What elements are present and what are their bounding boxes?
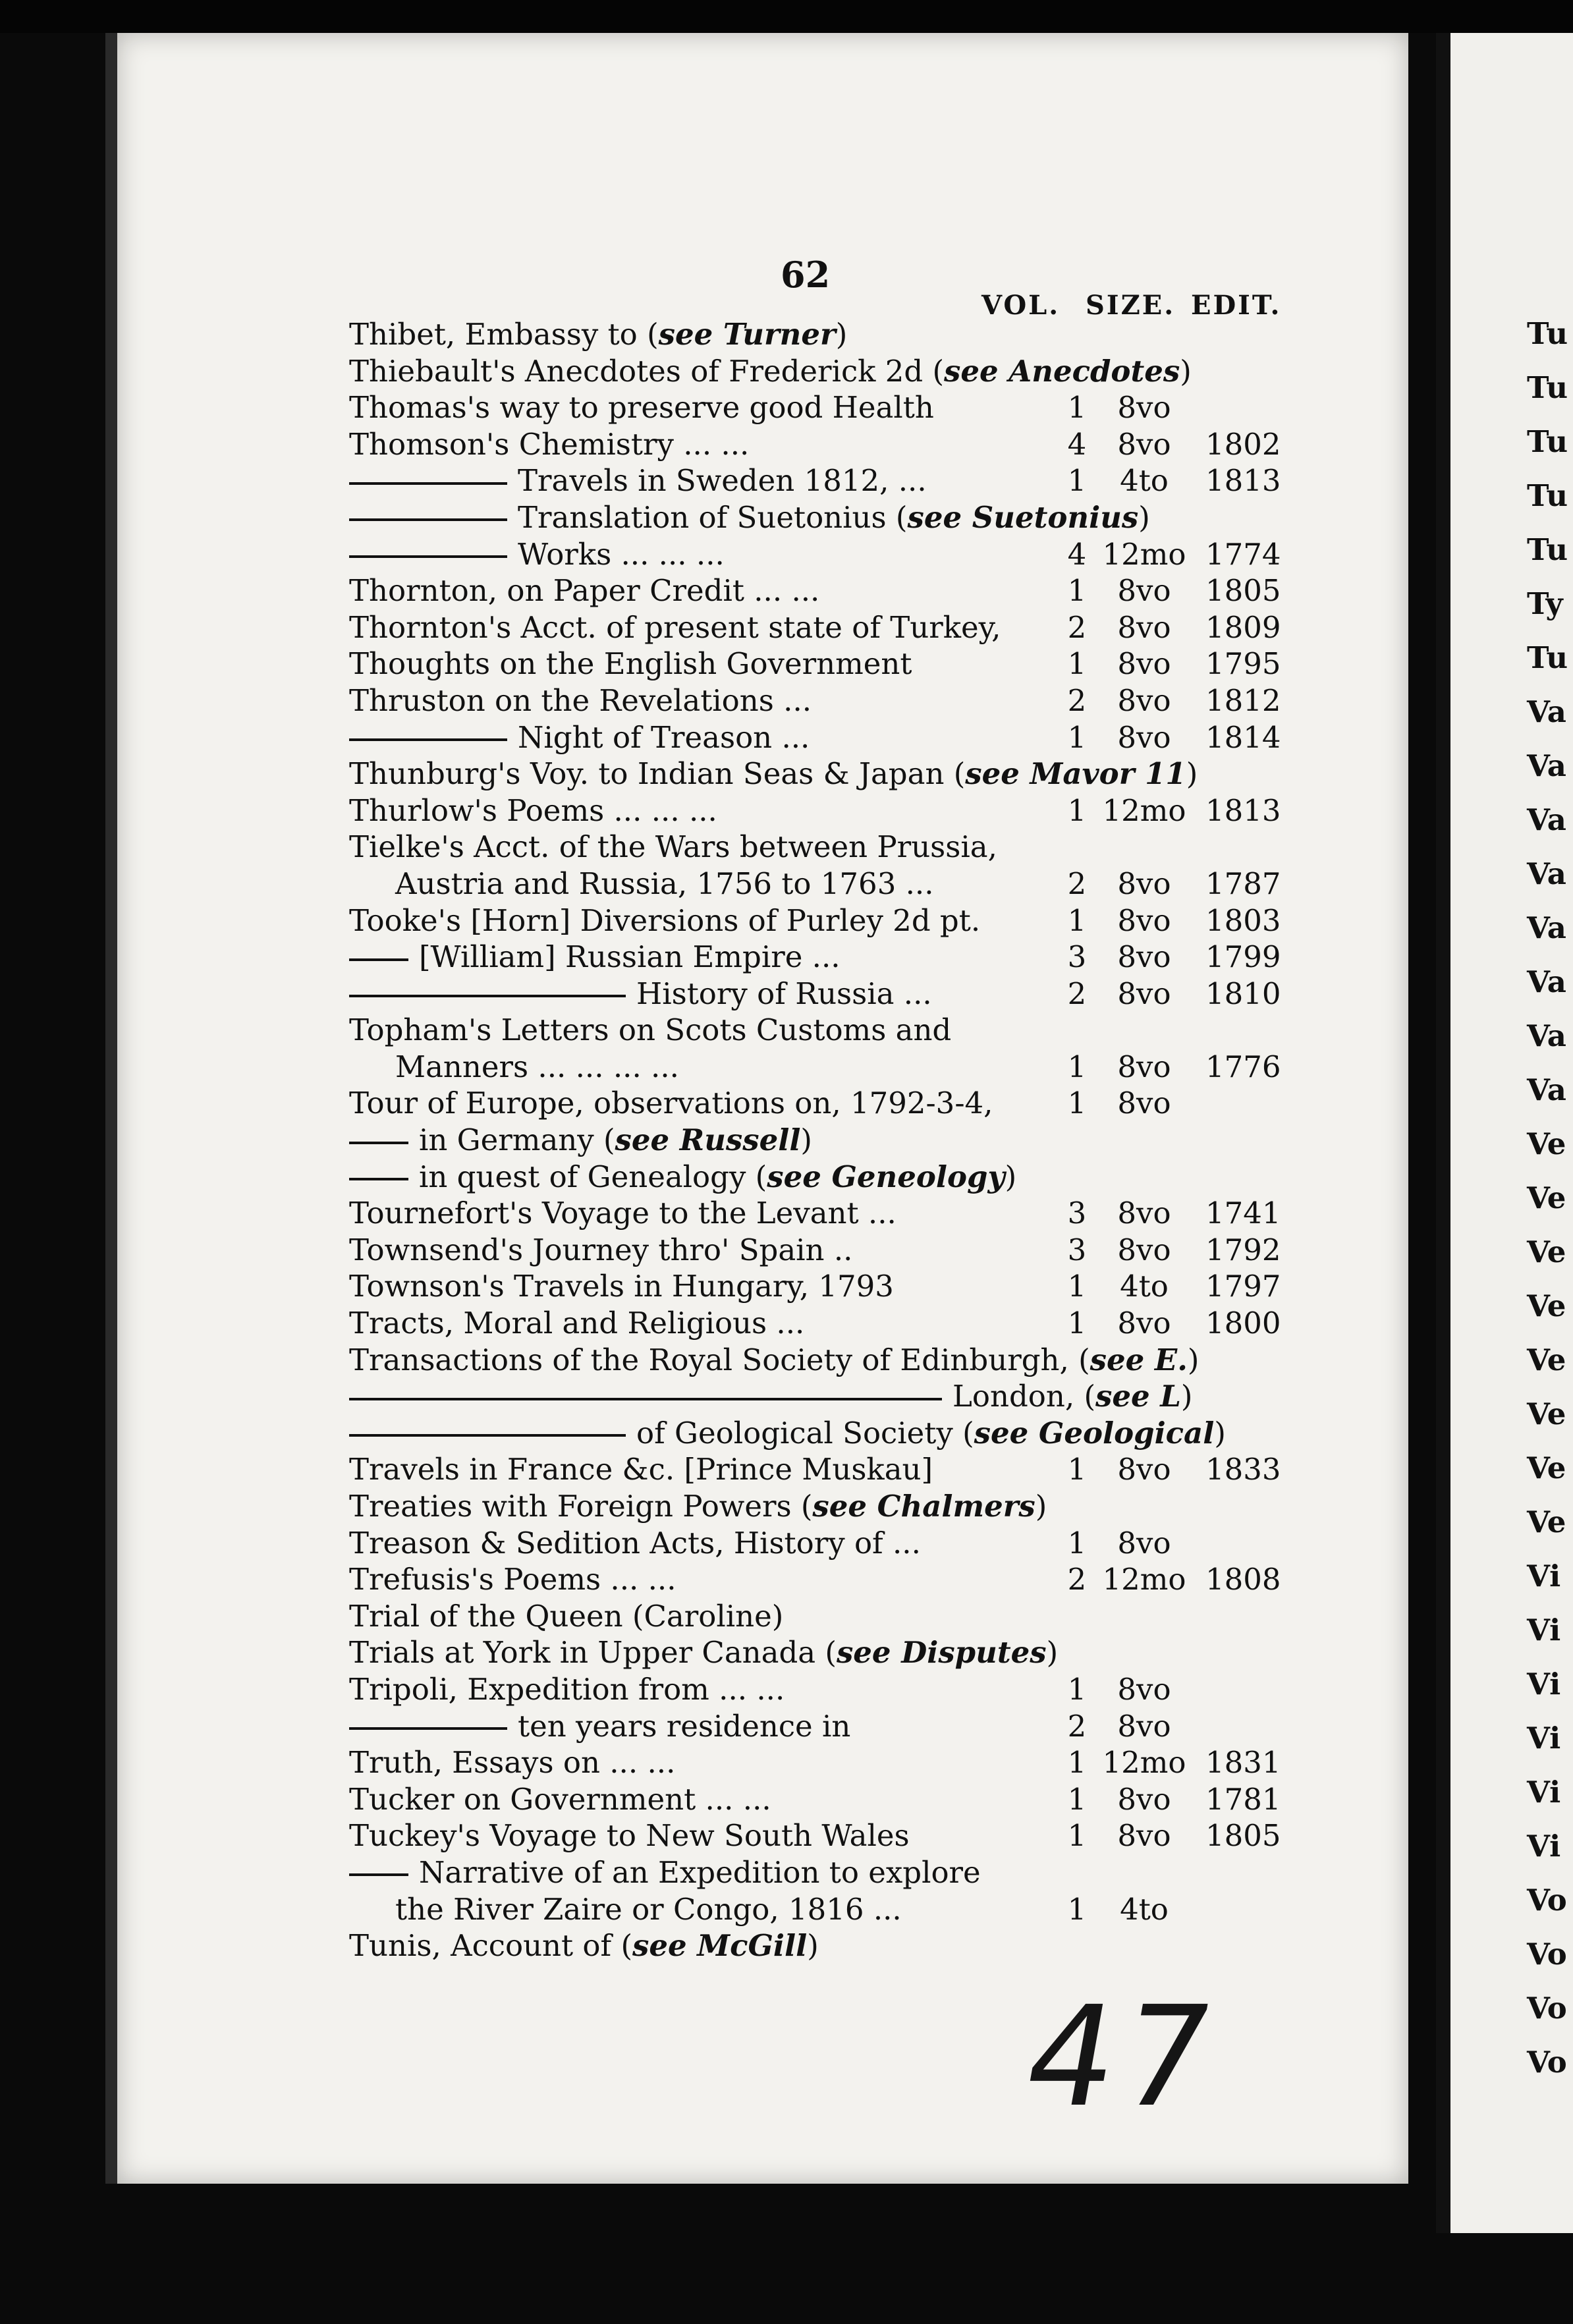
entry-edition: 1814 bbox=[1205, 719, 1281, 755]
catalogue-entry bbox=[349, 1671, 1331, 1708]
facing-page-fragment: Ve bbox=[1527, 1180, 1566, 1215]
catalogue-entry bbox=[349, 1159, 1331, 1196]
facing-page-fragment: Ve bbox=[1527, 1451, 1566, 1485]
facing-page-fragment: Tu bbox=[1527, 532, 1568, 567]
entry-title-text: [William] Russian Empire ... bbox=[419, 939, 841, 975]
facing-page-fragment: Va bbox=[1527, 964, 1566, 999]
entry-title bbox=[349, 1195, 897, 1232]
entry-size: 8vo bbox=[1117, 573, 1171, 609]
entry-volumes: 2 bbox=[1067, 866, 1087, 901]
entry-title bbox=[349, 792, 717, 829]
entry-volumes: 3 bbox=[1067, 1196, 1087, 1231]
entry-title bbox=[349, 719, 810, 756]
entry-size: 8vo bbox=[1117, 1086, 1171, 1121]
entry-title bbox=[349, 1671, 785, 1708]
entry-title bbox=[349, 353, 1192, 390]
facing-page-fragment: Tu bbox=[1527, 424, 1568, 459]
facing-page-fragment: Vo bbox=[1527, 2045, 1567, 2080]
entry-title bbox=[349, 1415, 1226, 1452]
ditto-dash bbox=[349, 1178, 408, 1180]
entry-title bbox=[349, 1122, 812, 1159]
facing-page-fragment: Vo bbox=[1527, 1991, 1567, 2026]
ditto-dash bbox=[349, 1873, 408, 1876]
catalogue-entry bbox=[349, 719, 1331, 756]
entry-title bbox=[349, 572, 819, 609]
entry-title bbox=[349, 1598, 783, 1635]
cross-reference: see Anecdotes bbox=[944, 353, 1180, 389]
entry-size: 8vo bbox=[1117, 1049, 1171, 1084]
entry-edition: 1831 bbox=[1205, 1745, 1281, 1781]
facing-page-fragment: Tu bbox=[1527, 478, 1568, 513]
facing-page-fragment: Vi bbox=[1527, 1829, 1561, 1864]
entry-title-text: Townsend's Journey thro' Spain .. bbox=[349, 1232, 853, 1267]
entry-volumes: 2 bbox=[1067, 609, 1087, 645]
entry-title bbox=[349, 1232, 852, 1269]
entry-edition: 1781 bbox=[1205, 1781, 1281, 1817]
entry-title-text: Austria and Russia, 1756 to 1763 ... bbox=[395, 866, 934, 901]
catalogue-entry bbox=[349, 1305, 1331, 1342]
catalogue-entry bbox=[349, 353, 1331, 390]
entry-edition: 1792 bbox=[1205, 1232, 1281, 1267]
facing-page-fragment: Ve bbox=[1527, 1342, 1566, 1377]
entry-size: 12mo bbox=[1102, 1745, 1186, 1781]
catalogue-entry bbox=[349, 756, 1331, 792]
catalogue-entry bbox=[349, 462, 1331, 499]
entry-title-text: History of Russia ... bbox=[636, 976, 932, 1011]
entry-edition: 1741 bbox=[1205, 1196, 1281, 1231]
entry-title-text: Tracts, Moral and Religious ... bbox=[349, 1306, 805, 1341]
ditto-dash bbox=[349, 1434, 626, 1437]
entry-title-text: Thibet, Embassy to (see Turner) bbox=[349, 317, 848, 352]
facing-page-fragment: Tu bbox=[1527, 316, 1568, 351]
catalogue-entry bbox=[349, 1634, 1331, 1671]
entry-volumes: 1 bbox=[1067, 902, 1087, 938]
entry-title bbox=[349, 1744, 675, 1781]
entry-size: 4to bbox=[1120, 1269, 1169, 1304]
entry-title bbox=[349, 389, 934, 426]
entry-title bbox=[349, 609, 1001, 646]
entry-volumes: 1 bbox=[1067, 792, 1087, 828]
entry-volumes: 4 bbox=[1067, 536, 1087, 572]
ditto-dash bbox=[349, 482, 507, 485]
entry-edition: 1813 bbox=[1205, 792, 1281, 828]
entry-title-text: London, (see L) bbox=[952, 1379, 1193, 1414]
entry-title-text: Tucker on Government ... ... bbox=[349, 1781, 771, 1817]
entry-volumes: 1 bbox=[1067, 390, 1087, 426]
entry-title bbox=[349, 1634, 1058, 1671]
entry-edition: 1808 bbox=[1205, 1562, 1281, 1597]
handwritten-annotation: 47 bbox=[1013, 1976, 1231, 2138]
entry-title bbox=[349, 1781, 771, 1818]
entry-size: 8vo bbox=[1117, 609, 1171, 645]
entry-volumes: 1 bbox=[1067, 1671, 1087, 1707]
entry-title bbox=[349, 682, 812, 719]
entry-title-text: Townson's Travels in Hungary, 1793 bbox=[349, 1269, 894, 1304]
facing-page-fragment: Vo bbox=[1527, 1937, 1567, 1972]
facing-page-fragment: Va bbox=[1527, 802, 1566, 837]
entry-edition: 1805 bbox=[1205, 1818, 1281, 1854]
entry-size: 8vo bbox=[1117, 1452, 1171, 1487]
ditto-dash bbox=[349, 738, 507, 741]
entry-title-text: Transactions of the Royal Society of Edinburgh, (see E.) bbox=[349, 1342, 1200, 1377]
catalogue-entry bbox=[349, 1891, 1331, 1928]
entry-title bbox=[349, 536, 725, 573]
entry-title bbox=[349, 1854, 981, 1891]
cross-reference: see Suetonius bbox=[907, 499, 1139, 535]
entry-volumes: 1 bbox=[1067, 1891, 1087, 1927]
facing-page-fragment: Vi bbox=[1527, 1775, 1561, 1810]
catalogue-entry bbox=[349, 1268, 1331, 1305]
catalogue-entry bbox=[349, 499, 1331, 536]
entry-title-text: Thruston on the Revelations ... bbox=[349, 682, 812, 718]
cross-reference: see Turner bbox=[658, 317, 836, 352]
entry-title-text: in quest of Genealogy (see Geneology) bbox=[419, 1159, 1017, 1194]
entry-edition: 1813 bbox=[1205, 463, 1281, 499]
entry-volumes: 2 bbox=[1067, 682, 1087, 718]
entry-title-text: Travels in France &c. [Prince Muskau] bbox=[349, 1452, 933, 1487]
entry-size: 8vo bbox=[1117, 902, 1171, 938]
entry-size: 8vo bbox=[1117, 866, 1171, 901]
entry-edition: 1774 bbox=[1205, 536, 1281, 572]
entry-volumes: 1 bbox=[1067, 719, 1087, 755]
catalogue-entry bbox=[349, 902, 1331, 939]
catalogue-entry bbox=[349, 1708, 1331, 1745]
facing-page-fragment: Tu bbox=[1527, 370, 1568, 405]
cross-reference: see Disputes bbox=[836, 1635, 1047, 1671]
catalogue-entry bbox=[349, 609, 1331, 646]
entry-title-text: Topham's Letters on Scots Customs and bbox=[349, 1012, 952, 1048]
catalogue-entry bbox=[349, 1415, 1331, 1452]
entry-title bbox=[349, 1927, 819, 1964]
entry-title-text: Travels in Sweden 1812, ... bbox=[518, 463, 927, 499]
entry-volumes: 1 bbox=[1067, 1269, 1087, 1304]
entry-title bbox=[349, 1525, 921, 1562]
entry-volumes: 1 bbox=[1067, 646, 1087, 682]
entry-title-text: in Germany (see Russell) bbox=[419, 1122, 812, 1158]
facing-page-fragment: Va bbox=[1527, 1072, 1566, 1107]
entry-title bbox=[349, 829, 997, 866]
entry-size: 8vo bbox=[1117, 1196, 1171, 1231]
entry-volumes: 1 bbox=[1067, 1049, 1087, 1084]
entry-title-text: Trefusis's Poems ... ... bbox=[349, 1562, 676, 1597]
entry-title bbox=[349, 1342, 1199, 1379]
catalogue-entry bbox=[349, 682, 1331, 719]
entry-edition: 1803 bbox=[1205, 902, 1281, 938]
entry-title-text: of Geological Society (see Geological) bbox=[636, 1415, 1226, 1451]
entry-title-text: Works ... ... ... bbox=[518, 536, 725, 572]
entry-title bbox=[395, 1891, 902, 1928]
facing-page-fragment: Vi bbox=[1527, 1667, 1561, 1702]
facing-page-fragment: Va bbox=[1527, 1018, 1566, 1053]
catalogue-entry bbox=[349, 1378, 1331, 1415]
entry-title-text: Tuckey's Voyage to New South Wales bbox=[349, 1818, 910, 1854]
ditto-dash bbox=[349, 995, 626, 997]
catalogue-entry bbox=[349, 572, 1331, 609]
entry-title-text: Tunis, Account of (see McGill) bbox=[349, 1928, 819, 1964]
catalogue-entry bbox=[349, 1561, 1331, 1598]
entry-edition: 1797 bbox=[1205, 1269, 1281, 1304]
catalogue-entry bbox=[349, 829, 1331, 866]
entry-title-text: Night of Treason ... bbox=[518, 719, 810, 755]
entry-size: 8vo bbox=[1117, 939, 1171, 975]
page-number: 62 bbox=[781, 254, 831, 296]
catalogue-entry bbox=[349, 316, 1331, 353]
entry-size: 8vo bbox=[1117, 1708, 1171, 1744]
entry-size: 8vo bbox=[1117, 1525, 1171, 1561]
entry-volumes: 2 bbox=[1067, 1562, 1087, 1597]
catalogue-entry bbox=[349, 1195, 1331, 1232]
catalogue-entry bbox=[349, 1451, 1331, 1488]
facing-page-fragment: Vo bbox=[1527, 1883, 1567, 1918]
entry-size: 8vo bbox=[1117, 719, 1171, 755]
catalogue-entry bbox=[349, 1488, 1331, 1525]
entry-volumes: 2 bbox=[1067, 976, 1087, 1011]
cross-reference: see E. bbox=[1090, 1342, 1188, 1377]
facing-page-fragment: Ve bbox=[1527, 1234, 1566, 1269]
entry-title-text: Thornton, on Paper Credit ... ... bbox=[349, 573, 820, 609]
cross-reference: see Geneology bbox=[767, 1159, 1005, 1194]
catalogue-entry bbox=[349, 1085, 1331, 1122]
entry-title-text: Treason & Sedition Acts, History of ... bbox=[349, 1525, 921, 1561]
facing-page-fragment: Vi bbox=[1527, 1721, 1561, 1756]
entry-title-text: Tournefort's Voyage to the Levant ... bbox=[349, 1196, 897, 1231]
facing-page-fragment: Ve bbox=[1527, 1397, 1566, 1431]
entry-title-text: Thomson's Chemistry ... ... bbox=[349, 426, 750, 462]
entry-title bbox=[349, 976, 932, 1012]
entry-title bbox=[349, 1817, 910, 1854]
entry-size: 8vo bbox=[1117, 1781, 1171, 1817]
catalogue-entry bbox=[349, 1232, 1331, 1269]
entry-title bbox=[349, 646, 912, 682]
facing-page-fragment: Tu bbox=[1527, 640, 1568, 675]
facing-page-fragment: Ve bbox=[1527, 1505, 1566, 1539]
entry-title-text: Tooke's [Horn] Diversions of Purley 2d pt. bbox=[349, 902, 981, 938]
entry-size: 8vo bbox=[1117, 390, 1171, 426]
entry-title-text: ten years residence in bbox=[518, 1708, 851, 1744]
entry-title bbox=[349, 426, 749, 463]
entry-title bbox=[349, 1488, 1047, 1525]
facing-page-fragment: Ve bbox=[1527, 1288, 1566, 1323]
facing-page-fragment: Va bbox=[1527, 856, 1566, 891]
entry-title bbox=[349, 1085, 993, 1122]
facing-page-fragment: Vi bbox=[1527, 1613, 1561, 1647]
catalogue-entry bbox=[349, 426, 1331, 463]
entry-title-text: Thurlow's Poems ... ... ... bbox=[349, 792, 717, 828]
entry-volumes: 1 bbox=[1067, 1086, 1087, 1121]
entry-title-text: Tielke's Acct. of the Wars between Prussia, bbox=[349, 829, 997, 865]
entry-edition: 1795 bbox=[1205, 646, 1281, 682]
entry-title-text: Truth, Essays on ... ... bbox=[349, 1745, 676, 1781]
catalogue-entry bbox=[349, 939, 1331, 976]
catalogue-entry bbox=[349, 1817, 1331, 1854]
catalogue-entries bbox=[349, 316, 1331, 1964]
entry-title bbox=[395, 1049, 679, 1086]
entry-size: 8vo bbox=[1117, 426, 1171, 462]
catalogue-entry bbox=[349, 1854, 1331, 1891]
entry-title bbox=[349, 1708, 850, 1745]
edit-column-header: EDIT. bbox=[1191, 290, 1282, 321]
entry-edition: 1787 bbox=[1205, 866, 1281, 901]
entry-size: 4to bbox=[1120, 463, 1169, 499]
entry-size: 8vo bbox=[1117, 976, 1171, 1011]
catalogue-entry bbox=[349, 389, 1331, 426]
catalogue-entry bbox=[349, 1525, 1331, 1562]
entry-size: 8vo bbox=[1117, 1232, 1171, 1267]
catalogue-entry bbox=[349, 1012, 1331, 1049]
entry-title bbox=[349, 1012, 951, 1049]
ditto-dash bbox=[349, 1142, 408, 1144]
entry-title-text: Trial of the Queen (Caroline) bbox=[349, 1598, 784, 1634]
entry-size: 8vo bbox=[1117, 682, 1171, 718]
entry-title bbox=[349, 939, 841, 976]
entry-title-text: the River Zaire or Congo, 1816 ... bbox=[395, 1891, 902, 1927]
entry-volumes: 1 bbox=[1067, 463, 1087, 499]
entry-edition: 1799 bbox=[1205, 939, 1281, 975]
entry-title-text: Thoughts on the English Government bbox=[349, 646, 912, 682]
entry-title bbox=[349, 316, 847, 353]
entry-title-text: Thunburg's Voy. to Indian Seas & Japan (see Mavor 11) bbox=[349, 756, 1198, 792]
ditto-dash bbox=[349, 518, 507, 521]
entry-volumes: 1 bbox=[1067, 573, 1087, 609]
ditto-dash bbox=[349, 555, 507, 558]
catalogue-entry bbox=[349, 646, 1331, 682]
entry-size: 12mo bbox=[1102, 792, 1186, 828]
entry-volumes: 3 bbox=[1067, 939, 1087, 975]
catalogue-entry bbox=[349, 1049, 1331, 1086]
entry-size: 8vo bbox=[1117, 1818, 1171, 1854]
catalogue-entry bbox=[349, 792, 1331, 829]
entry-size: 12mo bbox=[1102, 1562, 1186, 1597]
entry-volumes: 2 bbox=[1067, 1708, 1087, 1744]
catalogue-entry bbox=[349, 536, 1331, 573]
entry-title bbox=[349, 499, 1150, 536]
entry-edition: 1800 bbox=[1205, 1306, 1281, 1341]
facing-page-fragment: Va bbox=[1527, 694, 1566, 729]
vol-column-header: VOL. bbox=[981, 290, 1061, 321]
entry-title-text: Translation of Suetonius (see Suetonius) bbox=[518, 499, 1150, 535]
catalogue-entry bbox=[349, 1342, 1331, 1379]
catalogue-entry bbox=[349, 1927, 1331, 1964]
size-column-header: SIZE. bbox=[1086, 290, 1176, 321]
catalogue-entry bbox=[349, 976, 1331, 1012]
entry-volumes: 3 bbox=[1067, 1232, 1087, 1267]
entry-title bbox=[349, 1451, 933, 1488]
cross-reference: see L bbox=[1095, 1379, 1181, 1414]
scan-border bbox=[0, 0, 1573, 33]
entry-title bbox=[395, 866, 934, 902]
entry-volumes: 4 bbox=[1067, 426, 1087, 462]
entry-title bbox=[349, 462, 927, 499]
entry-title bbox=[349, 1268, 894, 1305]
facing-page-fragment: Va bbox=[1527, 910, 1566, 945]
entry-title bbox=[349, 1305, 804, 1342]
entry-title-text: Tour of Europe, observations on, 1792-3-4, bbox=[349, 1086, 993, 1121]
entry-edition: 1776 bbox=[1205, 1049, 1281, 1084]
catalogue-entry bbox=[349, 1122, 1331, 1159]
catalogue-entry bbox=[349, 866, 1331, 902]
ditto-dash bbox=[349, 1727, 507, 1730]
entry-title-text: Treaties with Foreign Powers (see Chalmers) bbox=[349, 1489, 1047, 1524]
facing-page-fragment: Va bbox=[1527, 748, 1566, 783]
catalogue-entry bbox=[349, 1781, 1331, 1818]
entry-title bbox=[349, 902, 980, 939]
entry-size: 8vo bbox=[1117, 1671, 1171, 1707]
entry-size: 8vo bbox=[1117, 646, 1171, 682]
entry-title-text: Thornton's Acct. of present state of Turkey, bbox=[349, 609, 1001, 645]
cross-reference: see McGill bbox=[632, 1928, 808, 1964]
entry-edition: 1809 bbox=[1205, 609, 1281, 645]
entry-edition: 1812 bbox=[1205, 682, 1281, 718]
entry-size: 4to bbox=[1120, 1891, 1169, 1927]
entry-title-text: Narrative of an Expedition to explore bbox=[419, 1854, 981, 1890]
entry-size: 12mo bbox=[1102, 536, 1186, 572]
entry-size: 8vo bbox=[1117, 1306, 1171, 1341]
cross-reference: see Geological bbox=[974, 1415, 1215, 1451]
facing-page-fragment: Ve bbox=[1527, 1126, 1566, 1161]
entry-volumes: 1 bbox=[1067, 1818, 1087, 1854]
entry-edition: 1833 bbox=[1205, 1452, 1281, 1487]
entry-title bbox=[349, 1378, 1192, 1415]
entry-volumes: 1 bbox=[1067, 1452, 1087, 1487]
entry-title bbox=[349, 1159, 1016, 1196]
entry-title bbox=[349, 756, 1198, 792]
entry-edition: 1810 bbox=[1205, 976, 1281, 1011]
entry-title-text: Manners ... ... ... ... bbox=[395, 1049, 679, 1084]
entry-title-text: Thiebault's Anecdotes of Frederick 2d (see Anecdotes) bbox=[349, 353, 1192, 389]
facing-page-fragment: Vi bbox=[1527, 1559, 1561, 1593]
entry-volumes: 1 bbox=[1067, 1525, 1087, 1561]
entry-title-text: Tripoli, Expedition from ... ... bbox=[349, 1671, 785, 1707]
entry-volumes: 1 bbox=[1067, 1781, 1087, 1817]
entry-volumes: 1 bbox=[1067, 1306, 1087, 1341]
entry-edition: 1805 bbox=[1205, 573, 1281, 609]
cross-reference: see Russell bbox=[615, 1122, 801, 1158]
entry-edition: 1802 bbox=[1205, 426, 1281, 462]
entry-title-text: Thomas's way to preserve good Health bbox=[349, 390, 934, 426]
ditto-dash bbox=[349, 1398, 942, 1400]
cross-reference: see Chalmers bbox=[812, 1489, 1035, 1524]
catalogue-entry bbox=[349, 1598, 1331, 1635]
catalogue-entry bbox=[349, 1744, 1331, 1781]
cross-reference: see Mavor 11 bbox=[965, 756, 1186, 792]
entry-title-text: Trials at York in Upper Canada (see Disputes) bbox=[349, 1635, 1059, 1671]
entry-title bbox=[349, 1561, 676, 1598]
ditto-dash bbox=[349, 958, 408, 961]
facing-page-fragment: Ty bbox=[1527, 586, 1563, 621]
entry-volumes: 1 bbox=[1067, 1745, 1087, 1781]
